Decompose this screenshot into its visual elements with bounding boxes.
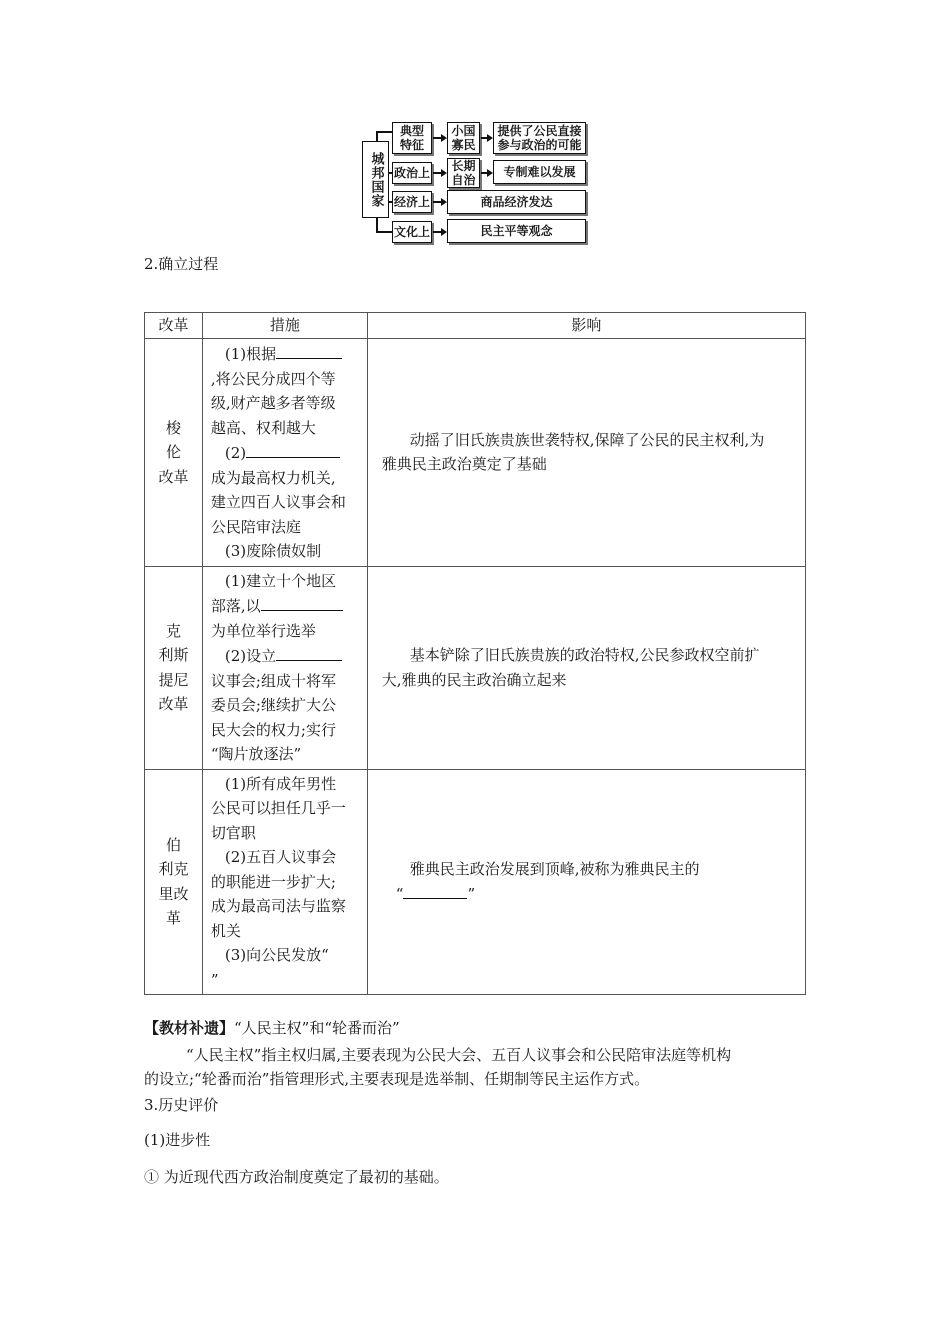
supplement-title: 【教材补遗】“人民主权”和“轮番而治”	[144, 1019, 400, 1037]
reform-impact: 雅典民主政治发展到顶峰,被称为雅典民主的 “ ”	[367, 769, 805, 995]
fill-blank	[246, 440, 340, 458]
table-row	[145, 566, 806, 769]
header-impact: 影响	[367, 313, 805, 339]
table-header-row	[145, 313, 806, 339]
diagram-node-small-state: 小国寡民	[447, 122, 480, 154]
reform-table	[144, 312, 806, 995]
diagram-node-economy: 经济上	[392, 191, 432, 213]
header-reform: 改革	[145, 313, 203, 339]
reform-name: 伯 利克 里改 革	[145, 769, 203, 995]
diagram-node-culture: 文化上	[392, 221, 432, 243]
diagram-node-democracy-idea: 民主平等观念	[447, 219, 586, 243]
reform-measures: (1)根据 ,将公民分成四个等 级,财产越多者等级 越高、权利越大 (2) 成为最高权力机关, 建立四百人议事会和 公民陪审法庭 (3)废除债奴制	[202, 339, 367, 567]
fill-blank	[261, 593, 343, 611]
fill-blank	[276, 341, 342, 359]
connector	[376, 218, 378, 232]
section-heading: 2.确立过程	[144, 255, 219, 273]
header-measures: 措施	[202, 313, 367, 339]
diagram-node-commerce: 商品经济发达	[447, 190, 586, 214]
reform-measures: (1)建立十个地区 部落,以 为单位举行选举 (2)设立 议事会;组成十将军 委员会;继续扩大公 民大会的权力;实行 “陶片放逐法”	[202, 566, 367, 769]
table-row	[145, 339, 806, 567]
fill-blank	[403, 881, 467, 899]
table-row	[145, 769, 806, 995]
reform-name: 克 利斯 提尼 改革	[145, 566, 203, 769]
diagram-node-politics: 政治上	[392, 162, 432, 184]
subsection-heading: (1)进步性	[144, 1131, 211, 1149]
connector	[376, 131, 392, 133]
reform-impact: 基本铲除了旧氏族贵族的政治特权,公民参政权空前扩 大,雅典的民主政治确立起来	[367, 566, 805, 769]
evaluation-point: ① 为近现代西方政治制度奠定了最初的基础。	[144, 1168, 449, 1186]
diagram-node-autocracy-hard: 专制难以发展	[493, 160, 586, 184]
connector	[376, 231, 392, 233]
diagram-node-direct-participation: 提供了公民直接参与政治的可能	[493, 122, 586, 154]
diagram-root-city-state: 城邦国家	[362, 141, 389, 218]
reform-impact: 动摇了旧氏族贵族世袭特权,保障了公民的民主权利,为 雅典民主政治奠定了基础	[367, 339, 805, 567]
diagram-node-long-autonomy: 长期自治	[447, 158, 480, 188]
supplement-body: 的设立;“轮番而治”指管理形式,主要表现是选举制、任期制等民主运作方式。	[144, 1070, 650, 1088]
supplement-body: “人民主权”指主权归属,主要表现为公民大会、五百人议事会和公民陪审法庭等机构	[186, 1046, 732, 1064]
section-heading: 3.历史评价	[144, 1096, 219, 1114]
fill-blank	[276, 643, 342, 661]
reform-name: 梭 伦 改革	[145, 339, 203, 567]
diagram-node-typical-feature: 典型特征	[392, 122, 432, 154]
reform-measures: (1)所有成年男性 公民可以担任几乎一 切官职 (2)五百人议事会 的职能进一步扩大; 成为最高司法与监察 机关 (3)向公民发放“ ”	[202, 769, 367, 995]
